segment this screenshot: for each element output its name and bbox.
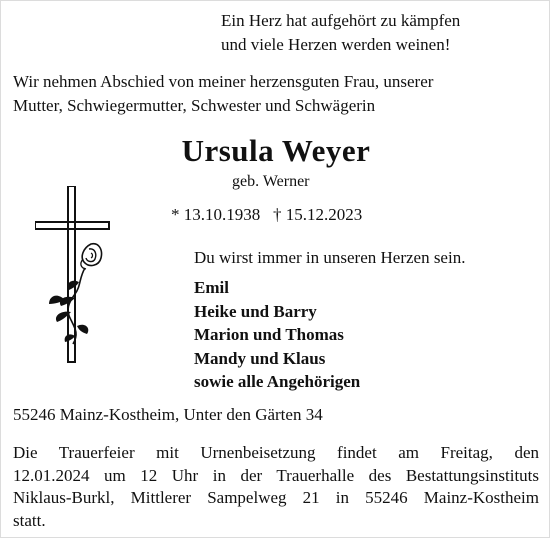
address: 55246 Mainz-Kostheim, Unter den Gärten 34: [13, 405, 323, 424]
mourners-list: [194, 276, 360, 394]
cross-with-rose-icon: [35, 186, 115, 366]
mourner-name: Mandy und Klaus: [194, 348, 326, 368]
intro-line: Mutter, Schwiegermutter, Schwester und Schwägerin: [13, 96, 376, 115]
motto: [221, 9, 460, 57]
ceremony-line: statt.: [13, 510, 46, 530]
motto-line: Ein Herz hat aufgehört zu kämpfen: [221, 11, 461, 30]
mourner-name: Marion und Thomas: [194, 325, 344, 344]
intro-line: Wir nehmen Abschied von meiner herzensguten Frau, unserer: [13, 72, 434, 91]
life-dates: * 13.10.1938 † 15.12.2023: [171, 205, 363, 224]
ceremony-line: Die Trauerfeier mit Urnenbeisetzung findet am Freitag, den: [13, 443, 539, 462]
ceremony-line: 12.01.2024 um 12 Uhr in der Trauerhalle des Bestattungsinstituts: [13, 465, 539, 485]
intro-text: [13, 70, 539, 118]
mourner-name: Heike und Barry: [194, 301, 317, 321]
memorial-quote: Du wirst immer in unseren Herzen sein.: [194, 248, 466, 267]
ceremony-line: Niklaus-Burkl, Mittlerer Sampelweg 21 in 55246 Mainz-Kostheim: [13, 488, 539, 507]
motto-line: und viele Herzen werden weinen!: [221, 35, 451, 54]
mourner-name: Emil: [194, 278, 229, 297]
ceremony-info: [13, 442, 539, 532]
mourner-name: sowie alle Angehörigen: [194, 372, 361, 391]
deceased-name: Ursula Weyer: [181, 133, 371, 168]
maiden-name: geb. Werner: [232, 173, 310, 190]
